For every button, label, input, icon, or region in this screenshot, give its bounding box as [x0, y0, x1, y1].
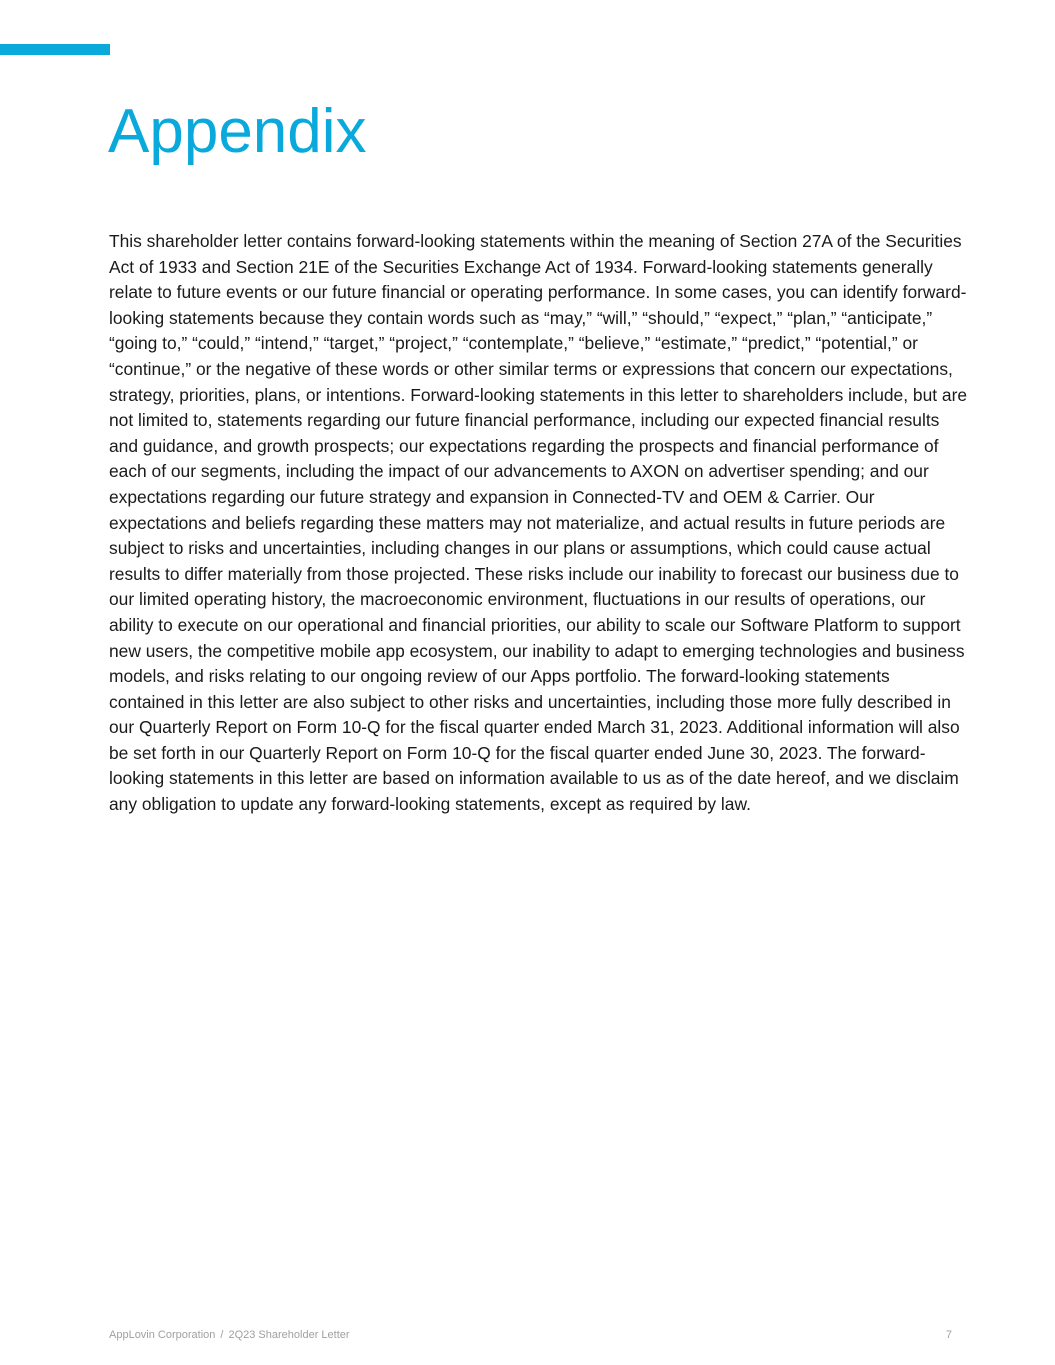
footer-separator: /: [220, 1329, 224, 1341]
accent-bar: [0, 44, 110, 55]
forward-looking-statements-paragraph: This shareholder letter contains forward-looking statements within the meaning of Section 27A of the Securities Act of 1933 and Section 21E of the Securities Exchange Act of 1934. Forward-looking statements generally relate to future events or our future financial or operating performance. In some cases, you can identify forward-looking statements because they contain words such as “may,” “will,” “should,” “expect,” “plan,” “anticipate,” “going to,” “could,” “intend,” “target,” “project,” “contemplate,” “believe,” “estimate,” “predict,” “potential,” or “continue,” or the negative of these words or other similar terms or expressions that concern our expectations, strategy, priorities, plans, or intentions. Forward-looking statements in this letter to shareholders include, but are not limited to, statements regarding our future financial performance, including our expected financial results and guidance, and growth prospects; our expectations regarding the prospects and financial performance of each of our segments, including the impact of our advancements to AXON on advertiser spending; and our expectations regarding our future strategy and expansion in Connected-TV and OEM & Carrier. Our expectations and beliefs regarding these matters may not materialize, and actual results in future periods are subject to risks and uncertainties, including changes in our plans or assumptions, which could cause actual results to differ materially from those projected. These risks include our inability to forecast our business due to our limited operating history, the macroeconomic environment, fluctuations in our results of operations, our ability to execute on our operational and financial priorities, our ability to scale our Software Platform to support new users, the competitive mobile app ecosystem, our inability to adapt to emerging technologies and business models, and risks relating to our ongoing review of our Apps portfolio. The forward-looking statements contained in this letter are also subject to other risks and uncertainties, including those more fully described in our Quarterly Report on Form 10-Q for the fiscal quarter ended March 31, 2023. Additional information will also be set forth in our Quarterly Report on Form 10-Q for the fiscal quarter ended June 30, 2023. The forward-looking statements in this letter are based on information available to us as of the date hereof, and we disclaim any obligation to update any forward-looking statements, except as required by law.: [109, 231, 968, 815]
footer-source: [109, 1328, 350, 1342]
page-title: Appendix: [108, 97, 367, 166]
page-footer: [109, 1328, 952, 1342]
footer-document: 2Q23 Shareholder Letter: [228, 1329, 350, 1341]
footer-company: AppLovin Corporation: [109, 1329, 216, 1341]
page-number: 7: [945, 1329, 952, 1341]
